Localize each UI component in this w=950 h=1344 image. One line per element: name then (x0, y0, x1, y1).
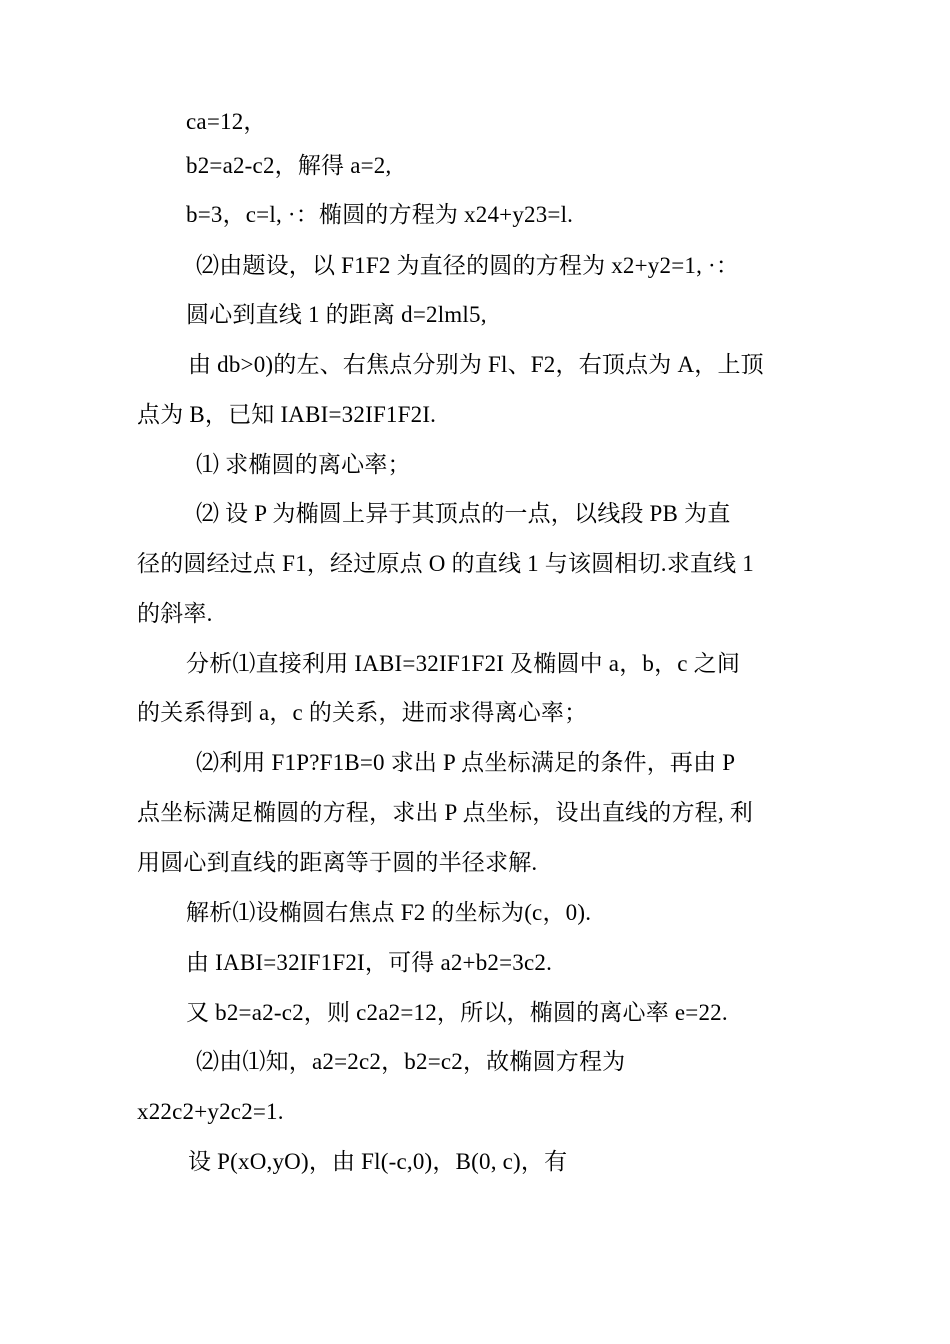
text-line: ⑵ 设 P 为椭圆上异于其顶点的一点，以线段 PB 为直 (196, 501, 731, 526)
text-line: ca=12， (186, 109, 267, 134)
text-line: 分析⑴直接利用 IABI=32IF1F2I 及椭圆中 a，b，c 之间 (186, 651, 741, 676)
text-line: 的斜率. (137, 601, 213, 626)
text-line: 径的圆经过点 F1，经过原点 O 的直线 1 与该圆相切.求直线 1 (137, 551, 754, 576)
text-line: 设 P(xO,yO)，由 Fl(-c,0)，B(0, c)，有 (188, 1149, 568, 1174)
text-line: x22c2+y2c2=1. (137, 1099, 284, 1124)
text-line: 点为 B，已知 IABI=32IF1F2I. (137, 402, 437, 427)
text-line: ⑴ 求椭圆的离心率； (196, 452, 411, 477)
text-line: ⑵由⑴知，a2=2c2，b2=c2，故椭圆方程为 (196, 1049, 626, 1074)
text-line: 由 IABI=32IF1F2I，可得 a2+b2=3c2. (186, 950, 553, 975)
text-line: 解析⑴设椭圆右焦点 F2 的坐标为(c，0). (186, 900, 592, 925)
text-line: ⑵由题设，以 F1F2 为直径的圆的方程为 x2+y2=1, ·： (196, 253, 740, 278)
text-line: b2=a2-c2，解得 a=2, (186, 153, 392, 178)
text-line: 的关系得到 a，c 的关系，进而求得离心率； (137, 700, 588, 725)
text-line: 点坐标满足椭圆的方程，求出 P 点坐标，设出直线的方程, 利 (137, 800, 753, 825)
text-line: 由 db>0)的左、右焦点分别为 Fl、F2，右顶点为 A，上顶 (188, 352, 764, 377)
text-line: ⑵利用 F1P?F1B=0 求出 P 点坐标满足的条件，再由 P (196, 750, 736, 775)
text-line: 圆心到直线 1 的距离 d=2lml5, (186, 302, 487, 327)
text-line: 又 b2=a2-c2，则 c2a2=12，所以，椭圆的离心率 e=22. (186, 1000, 728, 1025)
text-line: 用圆心到直线的距离等于圆的半径求解. (137, 850, 538, 875)
text-line: b=3，c=l, ·：椭圆的方程为 x24+y23=l. (186, 202, 574, 227)
